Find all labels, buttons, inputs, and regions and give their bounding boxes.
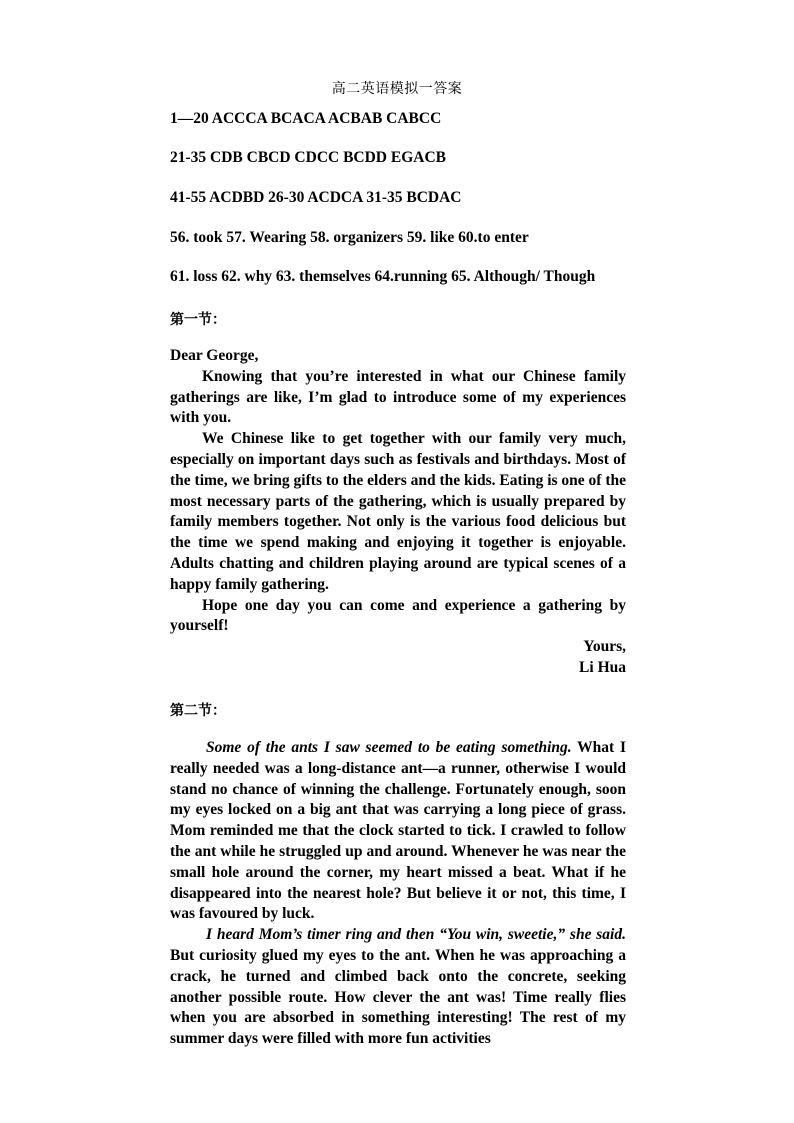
section2-heading: 第二节： bbox=[170, 703, 226, 719]
story-paragraph-1 bbox=[170, 738, 626, 925]
story-paragraph-2-lead: I heard Mom’s timer ring and then “You win, sweetie,” she said. bbox=[206, 926, 626, 944]
answer-line-2: 21-35 CDB CBCD CDCC BCDD EGACB bbox=[170, 149, 446, 166]
letter-closing: Yours, bbox=[583, 638, 626, 656]
letter-paragraph-2: We Chinese like to get together with our family very much, especially on important days such as festivals and birthdays. Most of the time, we bring gifts to the elders and the kids. Eating is one of the most necessary parts of the gathering, which is usually prepared by family members together. Not only is the various food delicious but the time we spend making and enjoying it together is enjoyable. Adults chatting and children playing around are typical scenes of a happy family gathering. bbox=[170, 430, 626, 593]
answer-line-4: 56. took 57. Wearing 58. organizers 59. like 60.to enter bbox=[170, 229, 529, 246]
story-paragraph-1-body: What I really needed was a long-distance ant—a runner, otherwise I would stand no chance of winning the challenge. Fortunately enough, soon my eyes locked on a big ant that was carrying a long piece of grass. Mom reminded me that the clock started to tick. I crawled to follow the ant while he struggled up and around. Whenever he was near the small hole around the corner, my heart missed a beat. What if he disappeared into the nearest hole? But believe it or not, this time, I was favoured by luck. bbox=[170, 739, 626, 923]
letter-salutation: Dear George, bbox=[170, 347, 259, 364]
answer-line-5: 61. loss 62. why 63. themselves 64.running 65. Although/ Though bbox=[170, 268, 596, 285]
story-paragraph-2 bbox=[170, 925, 626, 1050]
letter-signature: Li Hua bbox=[579, 658, 626, 676]
document-title: 高二英语模拟一答案 bbox=[331, 81, 463, 97]
story-body bbox=[170, 738, 626, 1050]
story-paragraph-2-body: But curiosity glued my eyes to the ant. When he was approaching a crack, he turned and climbed back onto the concrete, seeking another possible route. How clever the ant was! Time really flies when you are absorbed in something interesting! The rest of my summer days were filled with more fun activities bbox=[170, 946, 626, 1048]
letter-paragraph-3: Hope one day you can come and experience a gathering by yourself! bbox=[170, 596, 626, 635]
answer-line-3: 41-55 ACDBD 26-30 ACDCA 31-35 BCDAC bbox=[170, 189, 462, 206]
letter-body bbox=[170, 346, 626, 679]
story-paragraph-1-lead: Some of the ants I saw seemed to be eating something. bbox=[206, 739, 572, 756]
letter-paragraph-1: Knowing that you’re interested in what our Chinese family gatherings are like, I’m glad to introduce some of my experiences with you. bbox=[170, 367, 626, 427]
answer-line-1: 1—20 ACCCA BCACA ACBAB CABCC bbox=[170, 110, 442, 127]
section1-heading: 第一节： bbox=[170, 312, 226, 328]
